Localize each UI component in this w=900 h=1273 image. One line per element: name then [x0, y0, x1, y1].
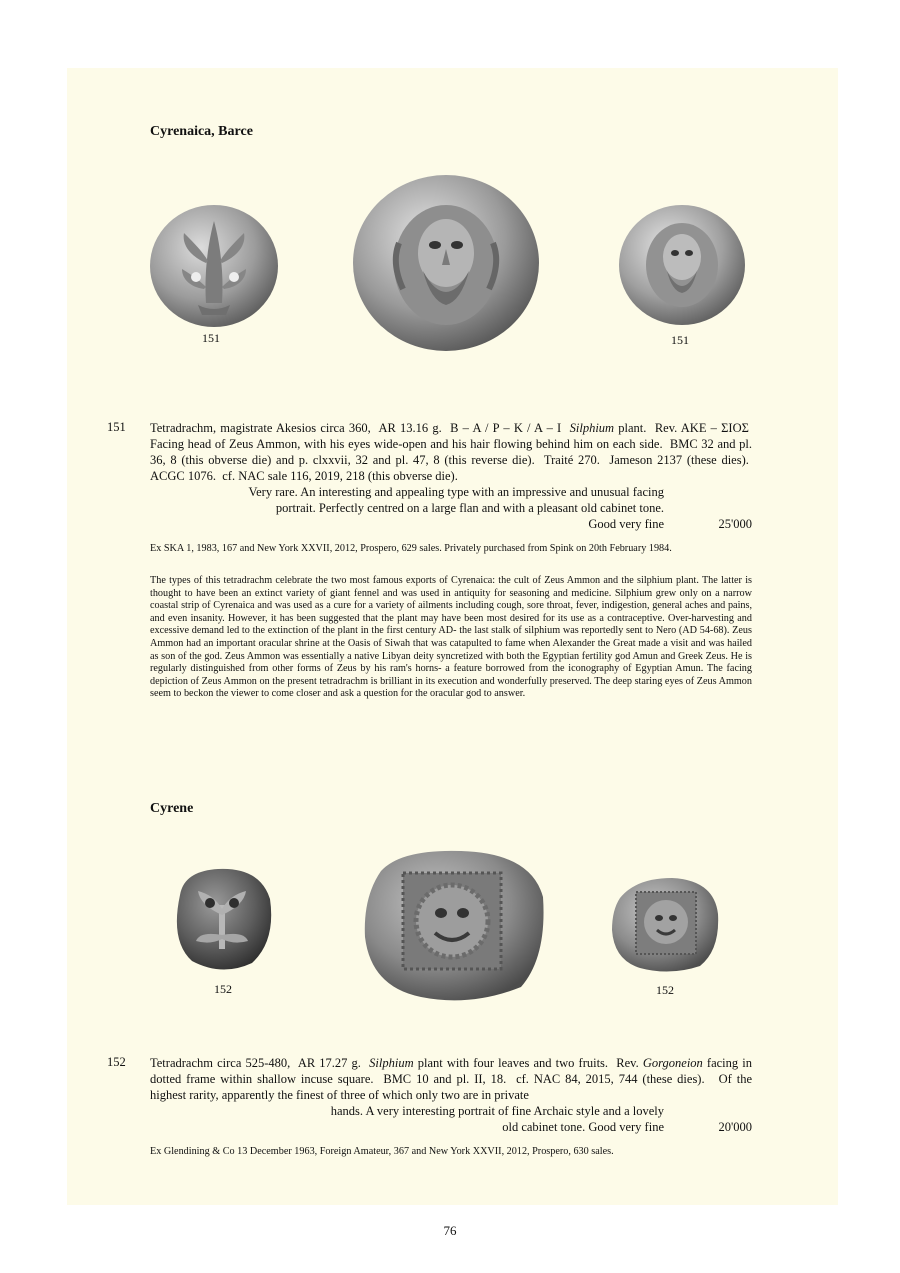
coin-label-152-left: 152: [214, 982, 232, 996]
section-heading-barce: Cyrenaica, Barce: [150, 124, 253, 139]
lot-151-price: 25'000: [718, 517, 752, 531]
lot-number-152: 152: [107, 1055, 126, 1069]
lot-151-rarity-line-1: Very rare. An interesting and appealing type with an impressive and unusual facing: [248, 485, 664, 499]
lot-151-provenance: Ex SKA 1, 1983, 167 and New York XXVII, 2012, Prospero, 629 sales. Privately purchased from Spink on 20th February 1984.: [150, 543, 672, 554]
lot-description-151: [150, 420, 752, 532]
lot-152-text: Tetradrachm circa 525-480, AR 17.27 g. Silphium plant with four leaves and two fruits. Rev. Gorgoneion facing in dotted frame within shallow incuse square. BMC 10 and pl. II, 18. cf. NAC 84, 2015, 744 (these dies).: [150, 1056, 752, 1086]
lot-151-grade: Good very fine: [588, 517, 664, 531]
lot-152-rarity-line-2: hands. A very interesting portrait of fine Archaic style and a lovely: [330, 1104, 664, 1118]
lot-152-price: 20'000: [718, 1120, 752, 1134]
lot-description-152: [150, 1055, 752, 1135]
lot-152-provenance: Ex Glendining & Co 13 December 1963, Foreign Amateur, 367 and New York XXVII, 2012, Prospero, 630 sales.: [150, 1146, 614, 1157]
coin-label-151-left: 151: [202, 331, 220, 345]
coin-151-obverse-image: [148, 203, 280, 329]
lot-151-grade-row: [150, 516, 752, 532]
lot-152-grade-row: [150, 1119, 752, 1135]
page-number: 76: [443, 1223, 457, 1238]
coin-152-obverse-image: [170, 865, 274, 973]
lot-151-rarity-line-2: portrait. Perfectly centred on a large flan and with a pleasant old cabinet tone.: [275, 501, 664, 515]
lot-152-rarity-line-3: old cabinet tone. Good very fine: [502, 1120, 664, 1134]
lot-152-rarity-line-1: Of the highest rarity, apparently the finest of three of which only two are in private: [150, 1072, 752, 1102]
coin-151-reverse-large-image: [351, 173, 541, 354]
coin-152-reverse-small-image: [610, 876, 720, 974]
coin-label-151-right: 151: [671, 333, 689, 347]
coin-label-152-right: 152: [656, 983, 674, 997]
lot-number-151: 151: [107, 420, 126, 434]
section-heading-cyrene: Cyrene: [150, 801, 194, 816]
lot-151-text: Tetradrachm, magistrate Akesios circa 360, AR 13.16 g. B – A / P – K / A – I Silphium plant. Rev. AKE – ΣΙΟΣ Facing head of Zeus Ammon, with his eyes wide-open and his hair flowing behind him on each side. BMC 32 and pl. 36, 8 (this obverse die) and p. clxxvii, 32 and pl. 47, 8 (this reverse die). Traité 270. Jameson 2137 (these dies). ACGC 1076. cf. NAC sale 116, 2019, 218 (this obverse die).: [150, 421, 752, 483]
lot-151-essay: The types of this tetradrachm celebrate the two most famous exports of Cyrenaica: the cult of Zeus Ammon and the silphium plant. The latter is thought to have been an extinct variety of giant fennel and was used in antiquity for seasoning and medicine. Silphium grew only on a narrow coastal strip of Cyrenaica and was used as a cure for a variety of ailments including cough, sore throat, fever, indigestion, general aches and pains, and even insanity. However, it has been suggested that the plant may have been most desired for its use as a contraceptive. Over-harvesting and excessive demand led to the extinction of the plant in the first century AD- the last stalk of silphium was reportedly sent to Nero (AD 54-68). Zeus Ammon had an important oracular shrine at the Oasis of Siwah that was catapulted to fame when Alexander the Great made a visit and was hailed as son of the god. Zeus Ammon was essentially a native Libyan deity syncretized with both the Egyptian fertility god Amun and Greek Zeus. He is regularly distinguished from other forms of Zeus by his ram's horns- a feature borrowed from the iconography of Egyptian Amun. The facing depiction of Zeus Ammon on the present tetradrachm is brilliant in its execution and wonderfully preserved. The deep staring eyes of Zeus Ammon seem to beckon the viewer to come closer and ask a question for the oracular god to answer.: [150, 575, 752, 700]
coin-151-reverse-small-image: [617, 203, 747, 327]
coin-152-reverse-large-image: [361, 847, 547, 1005]
